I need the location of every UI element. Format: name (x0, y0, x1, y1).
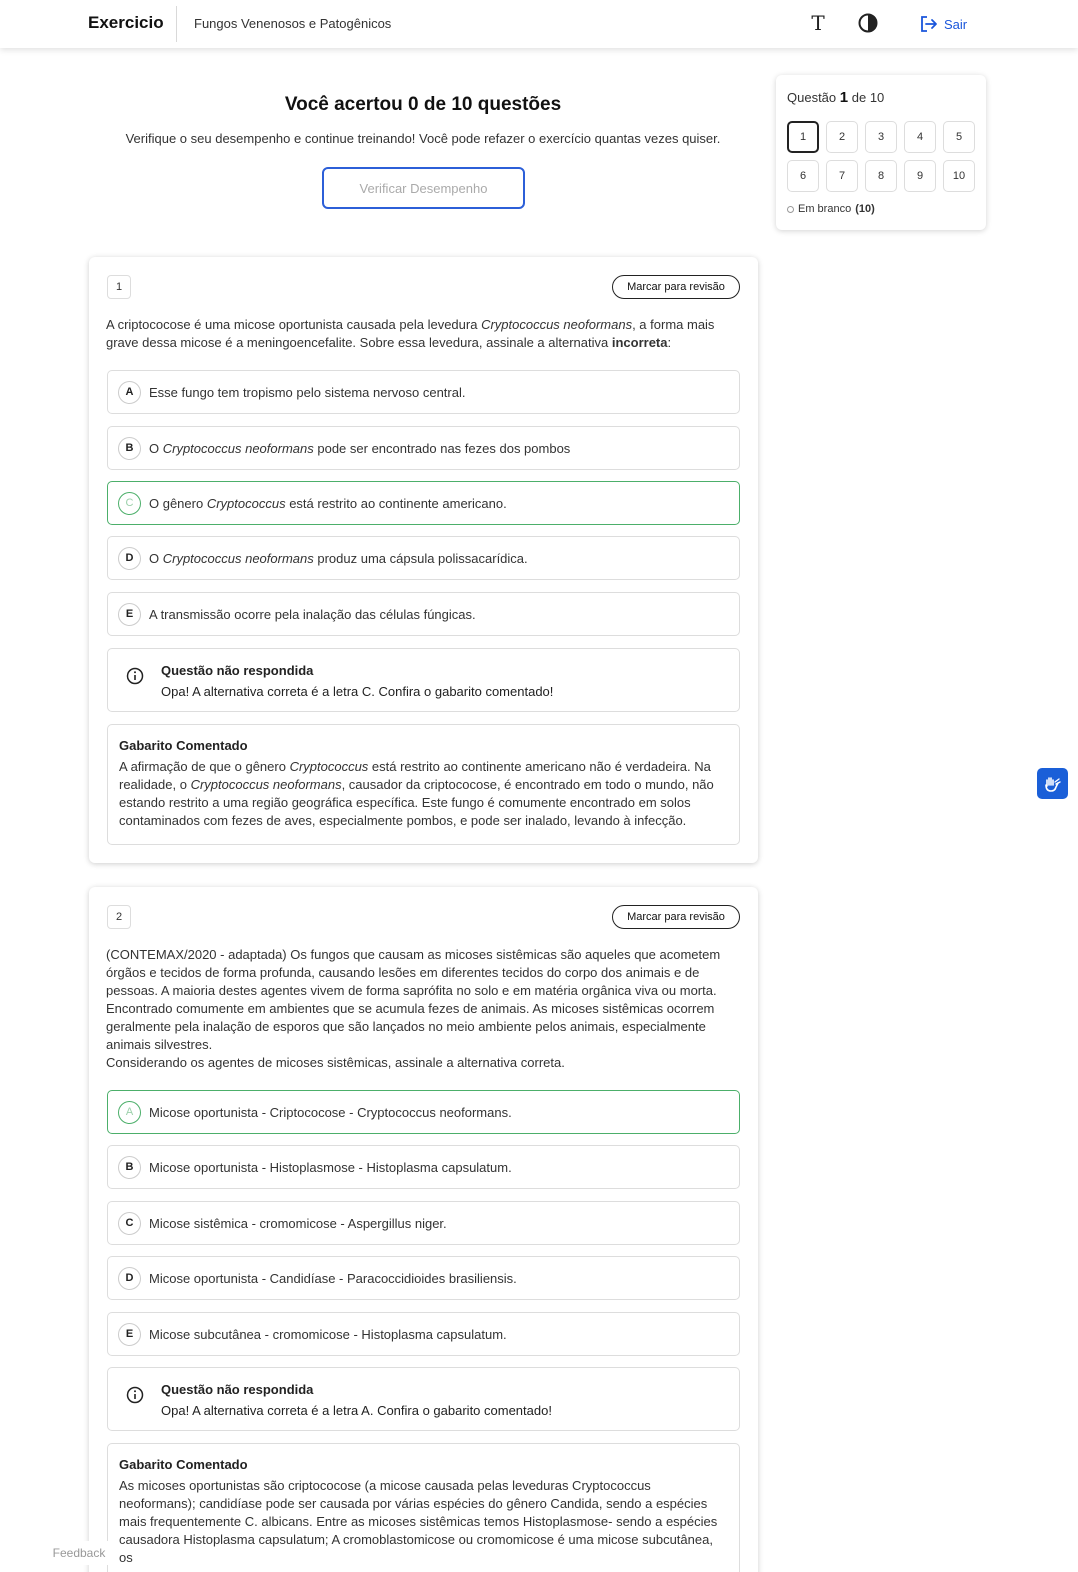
nav-question-8[interactable]: 8 (865, 160, 897, 192)
option-letter: E (118, 1323, 141, 1346)
option-letter: A (118, 381, 141, 404)
logout-button[interactable] (920, 14, 967, 34)
option-text: Micose oportunista - Candidíase - Paracoccidioides brasiliensis. (149, 1270, 517, 1286)
option-letter: D (118, 547, 141, 570)
explanation-text: A afirmação de que o gênero Cryptococcus está restrito ao continente americano não é verdadeira. Na realidade, o Cryptococcus neoformans, causador da criptococose, é encontrado em todo o mundo, não estando restrito a uma região geográfica específica. Este fungo é comumente encontrado em solos contaminados com fezes de aves, especialmente pombos, e pode ser inalado, levando à infecção. (119, 759, 714, 828)
verify-performance-button[interactable]: Verificar Desempenho (322, 167, 525, 209)
subject-title: Fungos Venenosos e Patogênicos (194, 16, 392, 31)
option-letter: B (118, 437, 141, 460)
option-letter: B (118, 1156, 141, 1179)
question-number-badge: 2 (107, 905, 131, 929)
mark-review-button[interactable]: Marcar para revisão (612, 905, 740, 929)
question-card-2 (89, 887, 758, 1572)
blank-legend: Em branco (10) (787, 203, 875, 215)
nav-question-3[interactable]: 3 (865, 121, 897, 153)
question-statement: (CONTEMAX/2020 - adaptada) Os fungos que causam as micoses sistêmicas são aqueles que acometem órgãos e tecidos de forma profunda, causando lesões em diferentes tecidos do corpo dos animais e de pessoas. A maioria destes agentes vivem de forma saprófita no solo e em matéria orgânica viva ou morta. Encontrado comumente em ambientes que se acumula fezes de animais. As micoses sistêmicas ocorrem geralmente pela inalação de esporos que são lançados no meio ambiente pelos animais, especialmente animais silvestres. Considerando os agentes de micoses sistêmicas, assinale a alternativa correta. (106, 947, 721, 1070)
navigator-label: Questão 1 de 10 (787, 89, 885, 106)
option-e[interactable] (107, 1312, 740, 1356)
option-text: Micose oportunista - Histoplasmose - Histoplasma capsulatum. (149, 1159, 512, 1175)
navigator-grid (787, 121, 975, 192)
explanation-title: Gabarito Comentado (119, 738, 248, 753)
app-title: Exercicio (88, 13, 164, 32)
feedback-button[interactable]: Feedback (48, 1541, 110, 1565)
option-c[interactable] (107, 481, 740, 525)
option-b[interactable] (107, 1145, 740, 1189)
result-title: Você acertou 0 de 10 questões (284, 94, 562, 115)
question-number-badge: 1 (107, 275, 131, 299)
status-title: Questão não respondida (161, 663, 314, 678)
option-text: O gênero Cryptococcus está restrito ao continente americano. (149, 495, 507, 511)
info-icon (126, 667, 144, 685)
status-message: Opa! A alternativa correta é a letra A. Confira o gabarito comentado! (161, 1403, 552, 1418)
logout-label: Sair (944, 16, 968, 32)
unanswered-status (107, 648, 740, 712)
answer-explanation (107, 724, 740, 845)
nav-question-2[interactable]: 2 (826, 121, 858, 153)
option-b[interactable] (107, 426, 740, 470)
option-letter: C (118, 1212, 141, 1235)
option-text: O Cryptococcus neoformans pode ser encontrado nas fezes dos pombos (149, 440, 571, 456)
option-letter: C (118, 492, 141, 515)
nav-question-4[interactable]: 4 (904, 121, 936, 153)
option-a[interactable] (107, 370, 740, 414)
accessibility-sign-language-button[interactable] (1037, 768, 1068, 799)
hands-icon (1043, 774, 1063, 794)
option-letter: E (118, 603, 141, 626)
option-text: Micose subcutânea - cromomicose - Histoplasma capsulatum. (149, 1326, 507, 1342)
question-navigator (776, 75, 986, 230)
mark-review-button[interactable]: Marcar para revisão (612, 275, 740, 299)
option-text: Micose sistêmica - cromomicose - Aspergillus niger. (149, 1215, 447, 1231)
font-size-icon[interactable]: T (811, 11, 825, 35)
nav-question-6[interactable]: 6 (787, 160, 819, 192)
option-letter: D (118, 1267, 141, 1290)
top-header (0, 0, 1078, 48)
nav-question-5[interactable]: 5 (943, 121, 975, 153)
status-title: Questão não respondida (161, 1382, 314, 1397)
result-subtitle: Verifique o seu desempenho e continue treinando! Você pode refazer o exercício quantas vezes quiser. (125, 131, 721, 146)
question-statement: A criptococose é uma micose oportunista causada pela levedura Cryptococcus neoformans, a forma mais grave dessa micose é a meningoencefalite. Sobre essa levedura, assinale a alternativa incorreta: (106, 317, 715, 350)
info-icon (126, 1386, 144, 1404)
header-divider (176, 6, 177, 42)
blank-dot-icon (787, 206, 794, 213)
answer-explanation (107, 1443, 740, 1572)
logout-icon (920, 16, 938, 32)
explanation-text: As micoses oportunistas são criptococose (a micose causada pelas leveduras Cryptococcus neoformans); candidíase pode ser causada por várias espécies do gênero Candida, sendo a espécies mais frequentemente C. albicans. Entre as micoses sistêmicas temos Histoplasmose- sendo a espécies causadora Histoplasma capsulatum; A cromoblastomicose ou cromomicose é uma micose subcutânea, os (119, 1478, 718, 1565)
option-d[interactable] (107, 536, 740, 580)
option-d[interactable] (107, 1256, 740, 1300)
option-letter: A (118, 1101, 141, 1124)
status-message: Opa! A alternativa correta é a letra C. Confira o gabarito comentado! (161, 684, 554, 699)
option-a[interactable] (107, 1090, 740, 1134)
nav-question-1[interactable]: 1 (787, 121, 819, 153)
current-question-number: 1 (839, 89, 849, 106)
option-c[interactable] (107, 1201, 740, 1245)
contrast-icon[interactable] (858, 13, 878, 33)
option-text: O Cryptococcus neoformans produz uma cápsula polissacarídica. (149, 550, 528, 566)
nav-question-7[interactable]: 7 (826, 160, 858, 192)
nav-question-10[interactable]: 10 (943, 160, 975, 192)
option-text: Esse fungo tem tropismo pelo sistema nervoso central. (149, 384, 466, 400)
unanswered-status (107, 1367, 740, 1431)
option-text: Micose oportunista - Criptococose - Cryptococcus neoformans. (149, 1104, 512, 1120)
option-e[interactable] (107, 592, 740, 636)
explanation-title: Gabarito Comentado (119, 1457, 248, 1472)
option-text: A transmissão ocorre pela inalação das células fúngicas. (149, 606, 476, 622)
question-card-1 (89, 257, 758, 863)
nav-question-9[interactable]: 9 (904, 160, 936, 192)
